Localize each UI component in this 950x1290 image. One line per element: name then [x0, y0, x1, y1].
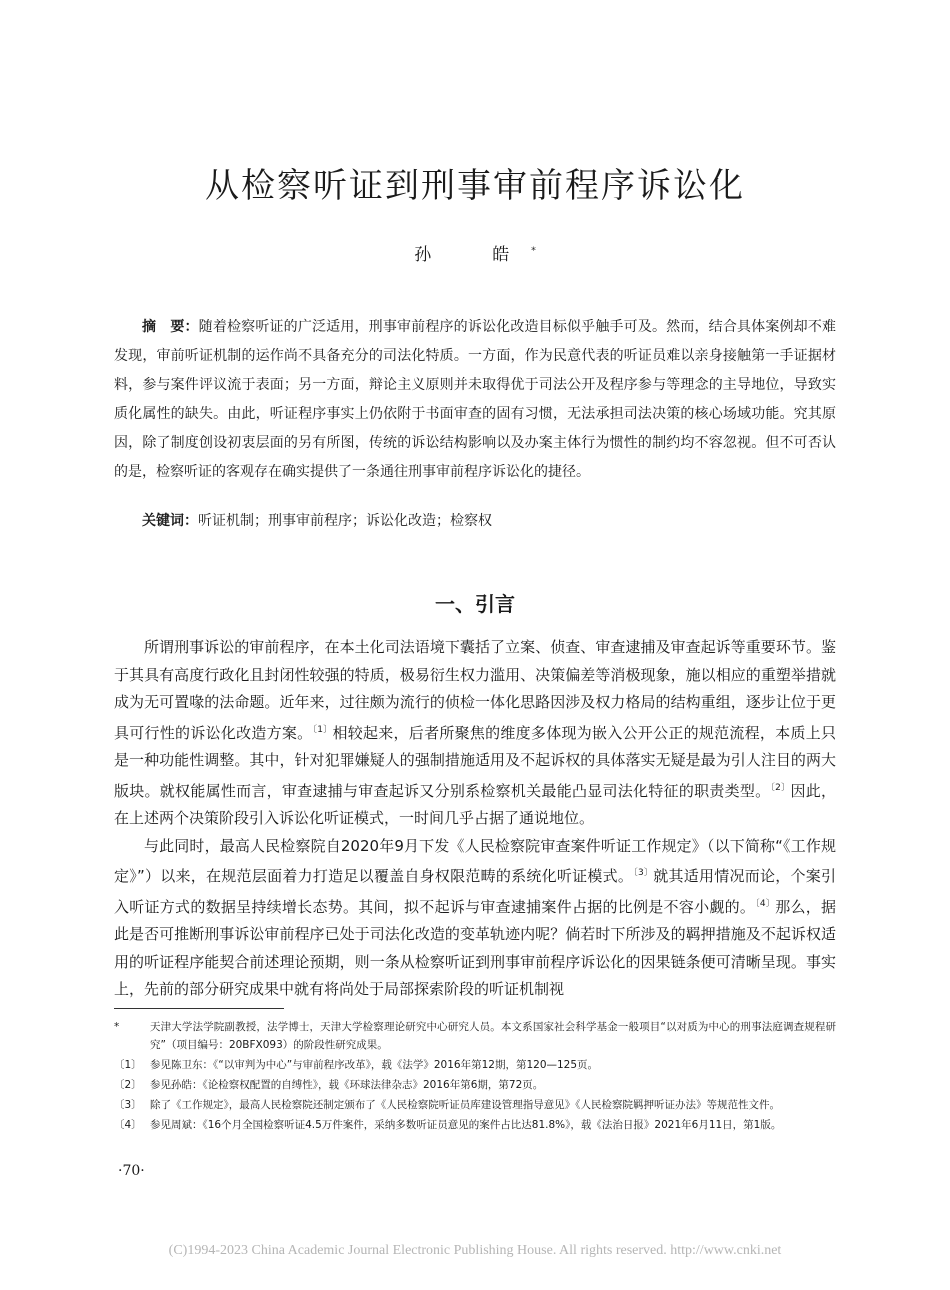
section-heading: 一、引言 — [435, 592, 515, 616]
footnote-mark: 〔3〕 — [114, 1099, 142, 1111]
paragraph-text: 就其适用情况而论，个案引入听证方式的数据呈持续增长态势。其间，拟不起诉与审查逮捕案件占据的比例是不容小觑的。 — [114, 867, 836, 916]
paragraph — [114, 634, 836, 833]
body-text — [114, 634, 836, 1004]
page-number: ·70· — [118, 1163, 145, 1179]
footnote-mark: * — [114, 1021, 120, 1033]
footnote-ref: 〔3〕 — [633, 868, 654, 878]
footnote-text: 天津大学法学院副教授，法学博士，天津大学检察理论研究中心研究人员。本文系国家社会科学基金一般项目“以对质为中心的刑事法庭调查规程研究”（项目编号：20BFX093）的阶段性研究成果。 — [150, 1021, 836, 1051]
footnote-divider — [114, 1008, 284, 1009]
footnote — [114, 1018, 836, 1054]
footnote-ref: 〔2〕 — [770, 782, 791, 793]
keywords-label: 关键词： — [142, 513, 198, 529]
footnote-text: 参见周斌：《16个月全国检察听证4.5万件案件，采纳多数听证员意见的案件占比达81.8%》，载《法治日报》2021年6月11日，第1版。 — [150, 1119, 782, 1131]
paragraph-text: 所谓刑事诉讼的审前程序，在本土化司法语境下囊括了立案、侦查、审查逮捕及审查起诉等重要环节。鉴于其具有高度行政化且封闭性较强的特质，极易衍生权力滥用、决策偏差等消极现象，施以相应的重塑举措就成为无可置喙的法命题。近年来，过往颇为流行的侦检一体化思路因涉及权力格局的结构重组，逐步让位于更具可行性的诉讼化改造方案。 — [114, 638, 836, 742]
footnote-mark: 〔2〕 — [114, 1079, 142, 1091]
footnote — [114, 1116, 836, 1134]
paragraph-text: 相较起来，后者所聚焦的维度多体现为嵌入公开公正的规范流程，本质上只是一种功能性调整。其中，针对犯罪嫌疑人的强制措施适用及不起诉权的具体落实无疑是最为引人注目的两大版块。就权能属性而言，审查逮捕与审查起诉又分别系检察机关最能凸显司法化特征的职责类型。 — [114, 723, 836, 800]
abstract-text: 随着检察听证的广泛适用，刑事审前程序的诉讼化改造目标似乎触手可及。然而，结合具体案例却不难发现，审前听证机制的运作尚不具备充分的司法化特质。一方面，作为民意代表的听证员难以亲身接触第一手证据材料，参与案件评议流于表面；另一方面，辩论主义原则并未取得优于司法公开及程序参与等理念的主导地位，导致实质化属性的缺失。由此，听证程序事实上仍依附于书面审查的固有习惯，无法承担司法决策的核心场域功能。究其原因，除了制度创设初衷层面的另有所图，传统的诉讼结构影响以及办案主体行为惯性的制约均不容忽视。但不可否认的是，检察听证的客观存在确实提供了一条通往刑事审前程序诉讼化的捷径。 — [114, 319, 837, 480]
article-title: 从检察听证到刑事审前程序诉讼化 — [205, 166, 745, 206]
keywords-text: 听证机制；刑事审前程序；诉讼化改造；检察权 — [198, 513, 492, 529]
copyright-watermark: (C)1994-2023 China Academic Journal Electronic Publishing House. All rights reserved. http://www.cnki.net — [168, 1243, 782, 1258]
author-name: 孙 皓 — [414, 245, 532, 265]
author-line — [0, 240, 950, 265]
footnote-text: 除了《工作规定》，最高人民检察院还制定颁布了《人民检察院听证员库建设管理指导意见》《人民检察院羁押听证办法》等规范性文件。 — [150, 1099, 780, 1111]
footnote — [114, 1096, 836, 1114]
keywords — [142, 508, 836, 534]
author-footnote-mark: * — [531, 246, 536, 257]
paragraph — [114, 833, 836, 1004]
footnote-ref: 〔4〕 — [755, 898, 776, 909]
abstract-label: 摘 要： — [142, 319, 199, 335]
paragraph-text: 那么，据此是否可推断刑事诉讼审前程序已处于司法化改造的变革轨迹内呢？倘若时下所涉及的羁押措施及不起诉权适用的听证程序能契合前述理论预期，则一条从检察听证到刑事审前程序诉讼化的因果链条便可清晰呈现。事实上，先前的部分研究成果中就有将尚处于局部探索阶段的听证机制视 — [114, 897, 836, 998]
footnote-text: 参见孙皓：《论检察权配置的自缚性》，载《环球法律杂志》2016年第6期，第72页。 — [150, 1079, 544, 1091]
footnote-ref: 〔1〕 — [312, 724, 333, 735]
footnote-text: 参见陈卫东：《“以审判为中心”与审前程序改革》，载《法学》2016年第12期，第120—125页。 — [150, 1059, 599, 1071]
footnotes — [114, 1018, 836, 1136]
footnote — [114, 1076, 836, 1094]
footnote — [114, 1056, 836, 1074]
footnote-mark: 〔1〕 — [114, 1059, 142, 1071]
paragraph-text: 与此同时，最高人民检察院自2020年9月下发《人民检察院审查案件听证工作规定》（以下简称“《工作规定》”）以来，在规范层面着力打造足以覆盖自身权限范畴的系统化听证模式。 — [114, 836, 836, 885]
footnote-mark: 〔4〕 — [114, 1119, 142, 1131]
paragraph-text: 因此，在上述两个决策阶段引入诉讼化听证模式，一时间几乎占据了通说地位。 — [114, 781, 836, 827]
abstract — [114, 313, 836, 487]
